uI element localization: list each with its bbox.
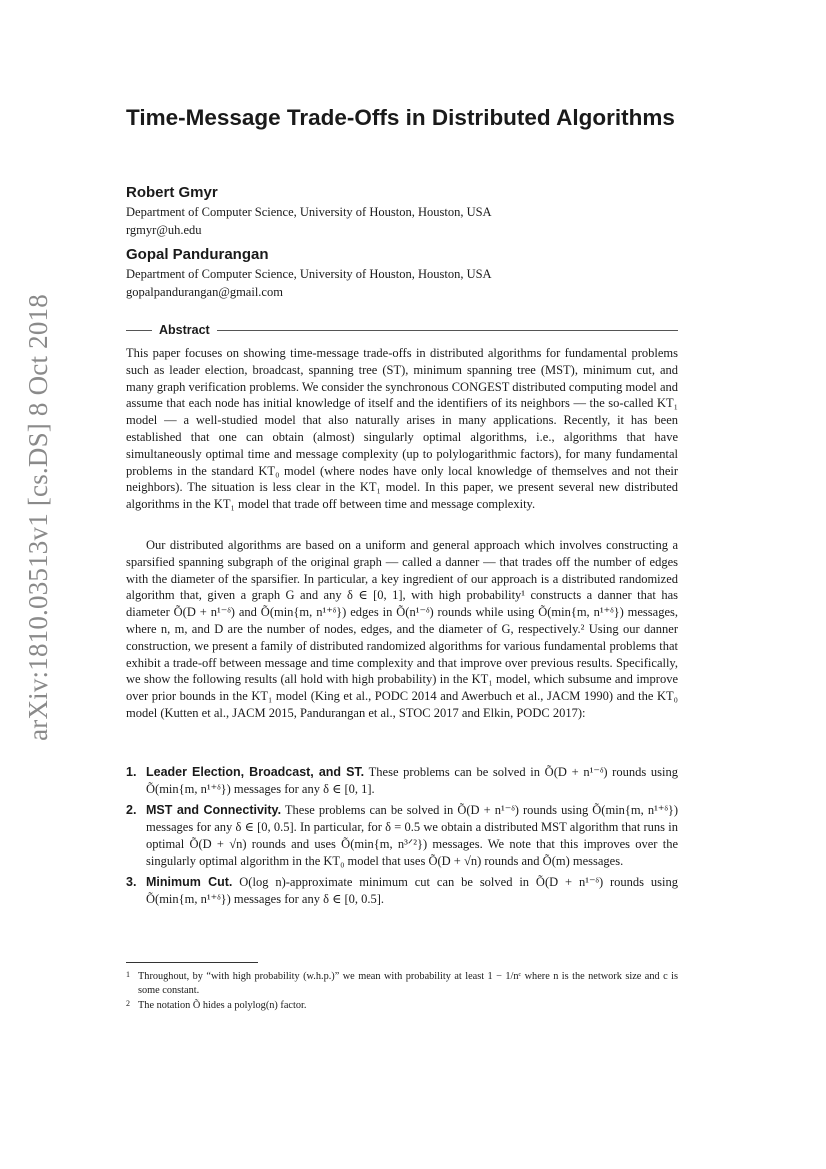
abstract-paragraph-1: This paper focuses on showing time-message trade-offs in distributed algorithms for fundamental problems such as leader election, broadcast, spanning tree (ST), minimum spanning tree (MST), minimum cut, and many graph verification problems. We consider the synchronous CONGEST distributed computing model and assume that each node has initial knowledge of itself and the identifiers of its neighbors — the so-called KT₁ model — a well-studied model that also naturally arises in many applications. Recently, it has been established that one can obtain (almost) singularly optimal algorithms, i.e., algorithms that have simultaneously optimal time and message complexity (up to polylogarithmic factors), for many fundamental problems in the standard KT₀ model (where nodes have only local knowledge of themselves and not their neighbors). The situation is less clear in the KT₁ model. In this paper, we present several new distributed algorithms in the KT₁ model that trade off between time and message complexity. — [126, 346, 678, 512]
author-name-2: Gopal Pandurangan — [126, 246, 269, 263]
author-name-1: Robert Gmyr — [126, 184, 218, 201]
author-affiliation-2: Department of Computer Science, University of Houston, Houston, USA — [126, 267, 492, 281]
result-number: 3. — [126, 875, 137, 889]
abstract-rule-right — [217, 330, 678, 331]
result-item — [126, 764, 678, 798]
result-item — [126, 874, 678, 908]
paper-title: Time-Message Trade-Offs in Distributed Algorithms — [126, 105, 675, 130]
result-lead: Minimum Cut. — [146, 875, 233, 889]
author-affiliation-1: Department of Computer Science, University of Houston, Houston, USA — [126, 205, 492, 219]
abstract-heading-label: Abstract — [159, 323, 210, 337]
result-item — [126, 802, 678, 870]
result-lead: Leader Election, Broadcast, and ST. — [146, 765, 365, 779]
arxiv-identifier-text: arXiv:1810.03513v1 [cs.DS] 8 Oct 2018 — [22, 294, 53, 741]
result-text: These problems can be solved in Õ(D + n¹⁻ᵟ) rounds using Õ(min{m, n¹⁺ᵟ}) messages for any δ ∈ [0, 1]. — [146, 765, 678, 796]
footnote-text: The notation Õ hides a polylog(n) factor. — [138, 1000, 307, 1011]
author-email-1: rgmyr@uh.edu — [126, 223, 202, 237]
result-number: 1. — [126, 765, 137, 779]
abstract-paragraph-2: Our distributed algorithms are based on a uniform and general approach which involves constructing a sparsified spanning subgraph of the original graph — called a danner — that trades off the number of edges with the diameter of the sparsifier. In particular, a key ingredient of our approach is a distributed randomized algorithm that, given a graph G and any δ ∈ [0, 1], with high probability¹ constructs a danner that has diameter Õ(D + n¹⁻ᵟ) and Õ(min{m, n¹⁺ᵟ}) edges in Õ(n¹⁻ᵟ) rounds while using Õ(min{m, n¹⁺ᵟ}) messages, where n, m, and D are the number of nodes, edges, and the diameter of G, respectively.² Using our danner construction, we present a family of distributed randomized algorithms for various fundamental problems that exhibit a trade-off between message and time complexity and that improve over previous results. Specifically, we show the following results (all hold with high probability) in the KT₁ model, which subsume and improve over prior bounds in the KT₁ model (King et al., PODC 2014 and Awerbuch et al., JACM 1990) and the KT₀ model (Kutten et al., JACM 2015, Pandurangan et al., STOC 2017 and Elkin, PODC 2017): — [126, 538, 678, 720]
footnote-mark: 1 — [126, 970, 130, 979]
footnote-text: Throughout, by “with high probability (w.h.p.)” we mean with probability at least 1 − 1/nᶜ where n is the network size and c is some constant. — [138, 971, 678, 996]
footnote-mark: 2 — [126, 999, 130, 1008]
author-email-2: gopalpandurangan@gmail.com — [126, 285, 283, 299]
footnote-separator — [126, 962, 258, 963]
result-number: 2. — [126, 803, 137, 817]
result-lead: MST and Connectivity. — [146, 803, 282, 817]
abstract-heading — [126, 320, 678, 340]
arxiv-identifier-stamp — [6, 294, 70, 741]
footnote — [126, 999, 678, 1013]
abstract-rule-left — [126, 330, 152, 331]
footnote — [126, 970, 678, 997]
result-text: These problems can be solved in Õ(D + n¹⁻ᵟ) rounds using Õ(min{m, n¹⁺ᵟ}) messages for any δ ∈ [0, 0.5]. In particular, for δ = 0.5 we obtain a distributed MST algorithm that runs in optimal Õ(D + √n) rounds and uses Õ(min{m, n³ᐟ²}) messages. We note that this improves over the singularly optimal algorithm in the KT₀ model that uses Õ(D + √n) rounds and Õ(m) messages. — [146, 803, 678, 868]
result-text: O(log n)-approximate minimum cut can be solved in Õ(D + n¹⁻ᵟ) rounds using Õ(min{m, n¹⁺ᵟ}) messages for any δ ∈ [0, 0.5]. — [146, 875, 678, 906]
results-list — [126, 764, 678, 912]
footnotes-list — [126, 970, 678, 1015]
